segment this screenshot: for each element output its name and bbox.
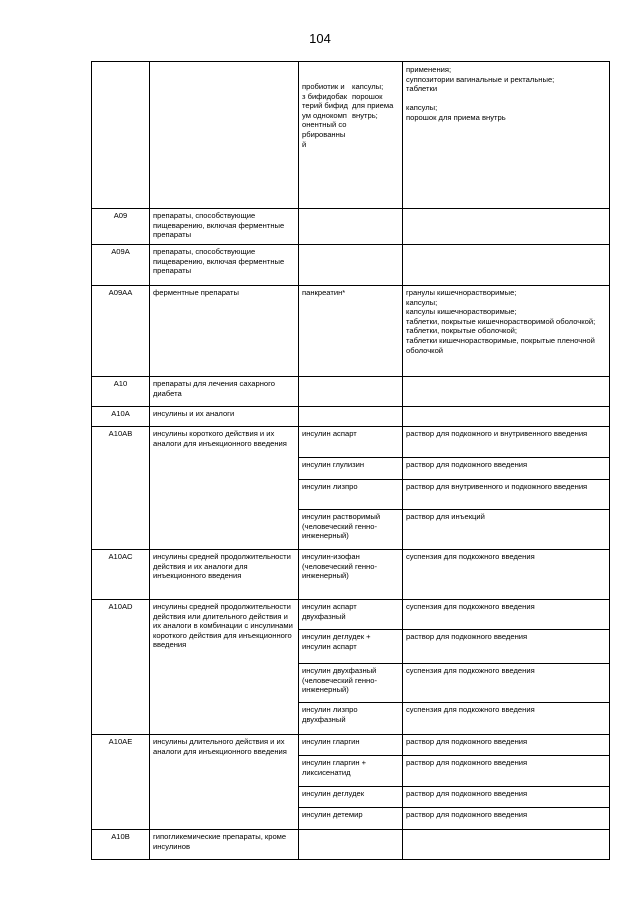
table-row <box>92 245 610 286</box>
page-number: 104 <box>309 31 331 46</box>
drug-table <box>91 61 610 860</box>
group-name-cell: инсулины и их аналоги <box>150 407 299 427</box>
form-line: суппозитории вагинальные и ректальные; <box>406 74 555 84</box>
form-line: таблетки <box>406 84 438 94</box>
atc-code-cell: A10 <box>92 377 150 407</box>
dosage-form-cell: раствор для подкожного введения <box>403 630 610 664</box>
dosage-form-cell: раствор для подкожного введения <box>403 458 610 480</box>
dosage-form-cell: суспензия для подкожного введения <box>403 664 610 703</box>
table-row <box>92 62 610 209</box>
form-line: применения; <box>406 65 452 74</box>
group-name-cell <box>150 62 299 209</box>
table-row <box>92 286 610 377</box>
dosage-form-cell: раствор для внутривенного и подкожного введения <box>403 480 610 510</box>
drug-name-cell: инсулин двухфазный (человеческий генно-инженерный) <box>299 664 403 703</box>
dosage-form-cell <box>403 209 610 245</box>
group-name-cell: инсулины средней продолжительности действия или длительного действия и их аналоги в комбинации с инсулинами короткого действия для инъекционного введения <box>150 600 299 735</box>
drug-name-cell: инсулин аспарт двухфазный <box>299 600 403 630</box>
group-name-cell: препараты для лечения сахарного диабета <box>150 377 299 407</box>
dosage-form-cell <box>403 407 610 427</box>
table-row <box>92 735 610 756</box>
dosage-form-cell: раствор для подкожного и внутривенного введения <box>403 427 610 458</box>
dosage-form-cell: раствор для подкожного введения <box>403 756 610 787</box>
table-row <box>92 209 610 245</box>
dosage-form-cell: раствор для инъекций <box>403 510 610 550</box>
drug-name-cell <box>299 377 403 407</box>
dosage-form-cell: суспензия для подкожного введения <box>403 550 610 600</box>
atc-code-cell <box>92 62 150 209</box>
atc-code-cell: A09 <box>92 209 150 245</box>
table-row <box>92 407 610 427</box>
dosage-form-cell <box>403 830 610 860</box>
atc-code-cell: A10AE <box>92 735 150 830</box>
form-line <box>406 94 606 104</box>
drug-name-cell <box>299 830 403 860</box>
dosage-form-cell <box>403 286 610 377</box>
drug-name-cell <box>299 209 403 245</box>
form-line: капсулы кишечнорастворимые; <box>406 307 517 317</box>
atc-code-cell: A10B <box>92 830 150 860</box>
drug-name-cell: инсулин гларгин + ликсисенатид <box>299 756 403 787</box>
dosage-form-cell <box>403 377 610 407</box>
drug-form-text: капсулы; порошок для приема внутрь; <box>352 82 394 120</box>
form-line: капсулы; <box>406 103 438 113</box>
atc-code-cell: A10AB <box>92 427 150 550</box>
dosage-form-cell: суспензия для подкожного введения <box>403 703 610 735</box>
drug-name-cell: инсулин гларгин <box>299 735 403 756</box>
drug-name-cell: инсулин растворимый (человеческий генно-инженерный) <box>299 510 403 550</box>
dosage-form-cell <box>403 245 610 286</box>
atc-code-cell: A10AC <box>92 550 150 600</box>
form-line: гранулы кишечнорастворимые; <box>406 288 517 297</box>
group-name-cell: препараты, способствующие пищеварению, включая ферментные препараты <box>150 209 299 245</box>
dosage-form-cell: раствор для подкожного введения <box>403 735 610 756</box>
table-row <box>92 377 610 407</box>
drug-name-cell: инсулин детемир <box>299 808 403 830</box>
drug-name-cell <box>299 62 403 209</box>
drug-name-cell: инсулин глулизин <box>299 458 403 480</box>
dosage-form-cell: раствор для подкожного введения <box>403 787 610 808</box>
drug-name-cell: инсулин лизпро <box>299 480 403 510</box>
group-name-cell: инсулины длительного действия и их аналоги для инъекционного введения <box>150 735 299 830</box>
drug-name-cell: инсулин деглудек <box>299 787 403 808</box>
dosage-form-cell: суспензия для подкожного введения <box>403 600 610 630</box>
group-name-cell: инсулины средней продолжительности действия и их аналоги для инъекционного введения <box>150 550 299 600</box>
form-line: таблетки, покрытые оболочкой; <box>406 326 518 336</box>
drug-name-cell: инсулин деглудек + инсулин аспарт <box>299 630 403 664</box>
table-row <box>92 427 610 458</box>
dosage-form-cell <box>403 62 610 209</box>
drug-name-cell: инсулин лизпро двухфазный <box>299 703 403 735</box>
form-line: порошок для приема внутрь <box>406 112 506 122</box>
drug-name-cell: инсулин аспарт <box>299 427 403 458</box>
drug-name-cell <box>299 407 403 427</box>
dosage-form-cell: раствор для подкожного введения <box>403 808 610 830</box>
drug-name-cell: инсулин-изофан (человеческий генно-инженерный) <box>299 550 403 600</box>
drug-name-cell: панкреатин* <box>299 286 403 377</box>
atc-code-cell: A09AA <box>92 286 150 377</box>
atc-code-cell: A10AD <box>92 600 150 735</box>
form-line: таблетки кишечнорастворимые, покрытые пленочной оболочкой <box>406 335 595 355</box>
table-row <box>92 550 610 600</box>
drug-name-text: пробиотик из бифидобактерий бифидум однокомпонентный сорбированный <box>302 82 348 149</box>
form-line: таблетки, покрытые кишечнорастворимой оболочкой; <box>406 316 596 326</box>
group-name-cell: гипогликемические препараты, кроме инсулинов <box>150 830 299 860</box>
atc-code-cell: A09A <box>92 245 150 286</box>
table-row <box>92 600 610 630</box>
form-line: капсулы; <box>406 297 438 307</box>
group-name-cell: ферментные препараты <box>150 286 299 377</box>
atc-code-cell: A10A <box>92 407 150 427</box>
group-name-cell: препараты, способствующие пищеварению, включая ферментные препараты <box>150 245 299 286</box>
table-row <box>92 830 610 860</box>
group-name-cell: инсулины короткого действия и их аналоги для инъекционного введения <box>150 427 299 550</box>
drug-name-cell <box>299 245 403 286</box>
